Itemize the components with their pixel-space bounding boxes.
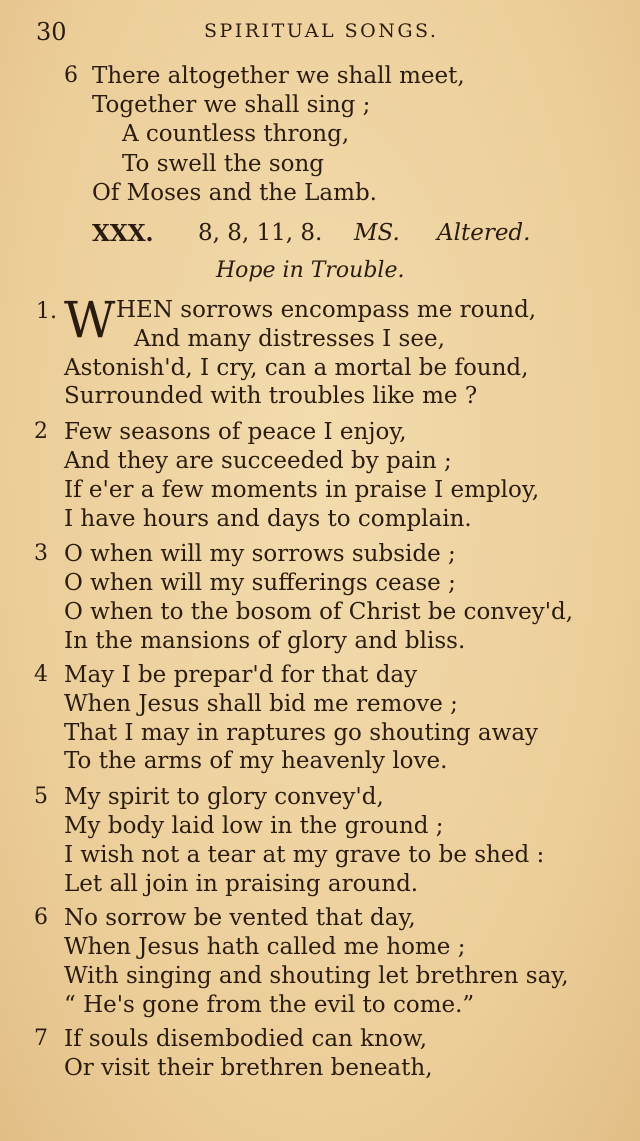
hymn-meter: 8, 8, 11, 8. xyxy=(198,220,323,246)
stanza-number: 3 xyxy=(34,541,48,566)
stanza-number: 5 xyxy=(34,784,48,809)
running-head: SPIRITUAL SONGS. xyxy=(204,20,439,42)
verse-line: When Jesus shall bid me remove ; xyxy=(64,691,458,717)
verse-line: O when will my sufferings cease ; xyxy=(64,570,456,596)
stanza-number: 1. xyxy=(36,299,57,324)
verse-line: No sorrow be vented that day, xyxy=(64,905,416,931)
verse-line: If souls disembodied can know, xyxy=(64,1026,428,1052)
verse-line: I have hours and days to complain. xyxy=(64,506,472,532)
verse-line: O when to the bosom of Christ be convey'd, xyxy=(64,599,574,625)
stanza-number: 6 xyxy=(34,905,48,930)
verse-line: Astonish'd, I cry, can a mortal be found, xyxy=(64,355,529,381)
verse-line: And they are succeeded by pain ; xyxy=(64,448,452,474)
verse-line: To swell the song xyxy=(122,151,325,177)
stanza-number: 2 xyxy=(34,419,48,444)
verse-line: A countless throng, xyxy=(122,121,350,147)
verse-line: Surrounded with troubles like me ? xyxy=(64,383,478,409)
verse-line: There altogether we shall meet, xyxy=(92,63,465,89)
verse-line: HEN sorrows encompass me round, xyxy=(116,297,537,323)
verse-line: I wish not a tear at my grave to be shed : xyxy=(64,842,545,868)
verse-line: “ He's gone from the evil to come.” xyxy=(64,992,475,1018)
drop-cap: W xyxy=(64,291,116,349)
verse-line: With singing and shouting let brethren say, xyxy=(64,963,569,989)
page-header xyxy=(36,18,446,50)
verse-line: If e'er a few moments in praise I employ, xyxy=(64,477,540,503)
prev-stanza-number: 6 xyxy=(64,63,78,88)
verse-line: Few seasons of peace I enjoy, xyxy=(64,419,407,445)
verse-line: My spirit to glory convey'd, xyxy=(64,784,384,810)
hymn-number: XXX. xyxy=(92,220,154,247)
verse-line: That I may in raptures go shouting away xyxy=(64,720,539,746)
hymn-note: Altered. xyxy=(437,220,531,246)
verse-line: In the mansions of glory and bliss. xyxy=(64,628,466,654)
hymn-source: MS. xyxy=(354,220,400,246)
hymn-title: Hope in Trouble. xyxy=(216,258,405,283)
verse-line: To the arms of my heavenly love. xyxy=(64,748,448,774)
stanza-number: 4 xyxy=(34,662,48,687)
verse-line: Together we shall sing ; xyxy=(92,92,371,118)
verse-line: May I be prepar'd for that day xyxy=(64,662,418,688)
verse-line: Of Moses and the Lamb. xyxy=(92,180,377,206)
verse-line: My body laid low in the ground ; xyxy=(64,813,444,839)
verse-line: O when will my sorrows subside ; xyxy=(64,541,456,567)
page-number: 30 xyxy=(36,18,67,46)
verse-line: Let all join in praising around. xyxy=(64,871,419,897)
stanza-number: 7 xyxy=(34,1026,48,1051)
verse-line: And many distresses I see, xyxy=(134,326,445,352)
verse-line: Or visit their brethren beneath, xyxy=(64,1055,433,1081)
verse-line: When Jesus hath called me home ; xyxy=(64,934,466,960)
